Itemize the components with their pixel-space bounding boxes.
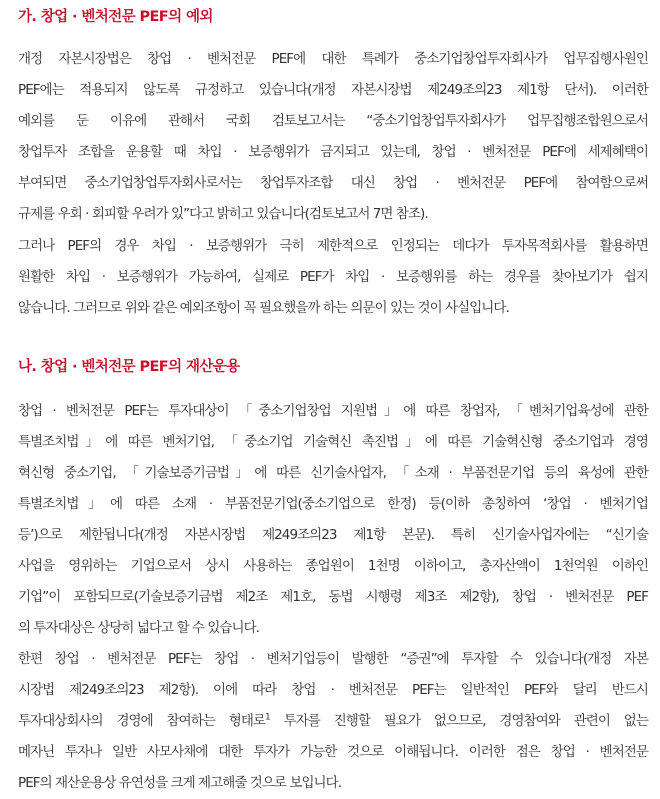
- text-line: 특별조치법」에 따른 벤처기업, 「중소기업 기술혁신 촉진법」에 따른 기술혁신형 중소기업과 경영: [18, 434, 648, 450]
- text-line: 특별조치법」에 따른 소재 · 부품전문기업(중소기업으로 한정) 등(이하 총칭하여 ‘창업 · 벤처기업: [18, 496, 648, 512]
- paragraph-securities-investment: [18, 644, 648, 799]
- text-line: 창업 · 벤처전문 PEF는 투자대상이 「중소기업창업 지원법」에 따른 창업자, 「벤처기업육성에 관한: [18, 403, 648, 419]
- footnote-mark[interactable]: 1: [265, 712, 270, 723]
- text-line: 사업을 영위하는 기업으로서 상시 사용하는 종업원이 1천명 이하이고, 총자산액이 1천억원 이하인: [18, 558, 648, 574]
- text-line: 등’)으로 제한됩니다(개정 자본시장법 제249조의23 제1항 본문). 특히 신기술사업자에는 “신기술: [18, 527, 648, 543]
- text-line: 메자닌 투자나 일반 사모사채에 대한 투자가 가능한 것으로 이해됩니다. 이러한 점은 창업 · 벤처전문: [18, 744, 648, 760]
- text-line: PEF에는 적용되지 않도록 규정하고 있습니다(개정 자본시장법 제249조의23 제1항 단서). 이러한: [18, 82, 648, 98]
- section-heading-asset-management: 나. 창업 · 벤처전문 PEF의 재산운용: [18, 359, 240, 375]
- text-line: 창업투자 조합을 운용할 때 차입 · 보증행위가 금지되고 있는데, 창업 · 벤처전문 PEF에 세제혜택이: [18, 144, 648, 160]
- paragraph-exception-critique: [18, 231, 648, 324]
- section-heading-exception: 가. 창업 · 벤처전문 PEF의 예외: [18, 9, 213, 25]
- text-segment: 투자를 진행할 필요가 없으므로, 경영참여와 관련이 없는: [269, 713, 648, 729]
- text-line: 개정 자본시장법은 창업 · 벤처전문 PEF에 대한 특례가 중소기업창업투자회사가 업무집행사원인: [18, 51, 648, 67]
- text-line: 한편 창업 · 벤처전문 PEF는 창업 · 벤처기업등이 발행한 “증권”에 투자할 수 있습니다(개정 자본: [18, 651, 648, 667]
- text-line: 그러나 PEF의 경우 차입 · 보증행위가 극히 제한적으로 인정되는 데다가 투자목적회사를 활용하면: [18, 238, 648, 254]
- text-line: 혁신형 중소기업, 「기술보증기금법」에 따른 신기술사업자, 「소재 · 부품전문기업 등의 육성에 관한: [18, 465, 648, 481]
- text-line: 기업”이 포함되므로(기술보증기금법 제2조 제1호, 동법 시행령 제3조 제2항), 창업 · 벤처전문 PEF: [18, 589, 648, 605]
- text-line: 시장법 제249조의23 제2항). 이에 따라 창업 · 벤처전문 PEF는 일반적인 PEF와 달리 반드시: [18, 682, 648, 698]
- text-segment: 투자대상회사의 경영에 참여하는 형태로: [18, 713, 266, 729]
- text-line: 의 투자대상은 상당히 넓다고 할 수 있습니다.: [18, 620, 260, 636]
- text-line: 않습니다. 그러므로 위와 같은 예외조항이 꼭 필요했을까 하는 의문이 있는 것이 사실입니다.: [18, 300, 509, 316]
- text-line-with-footnote: [18, 706, 648, 737]
- text-line: 원활한 차입 · 보증행위가 가능하여, 실제로 PEF가 차입 · 보증행위를 하는 경우를 찾아보기가 쉽지: [18, 269, 648, 285]
- text-line: 예외를 둔 이유에 관해서 국회 검토보고서는 “중소기업창업투자회사가 업무집행조합원으로서: [18, 113, 648, 129]
- text-line: 부여되면 중소기업창업투자회사로서는 창업투자조합 대신 창업 · 벤처전문 PEF에 참여함으로써: [18, 175, 648, 191]
- paragraph-investment-targets: [18, 396, 648, 644]
- text-line: PEF의 재산운용상 유연성을 크게 제고해줄 것으로 보입니다.: [18, 775, 342, 791]
- paragraph-exception-reason: [18, 44, 648, 230]
- text-line: 규제를 우회 · 회피할 우려가 있”다고 밝히고 있습니다(검토보고서 7면 참조).: [18, 206, 428, 222]
